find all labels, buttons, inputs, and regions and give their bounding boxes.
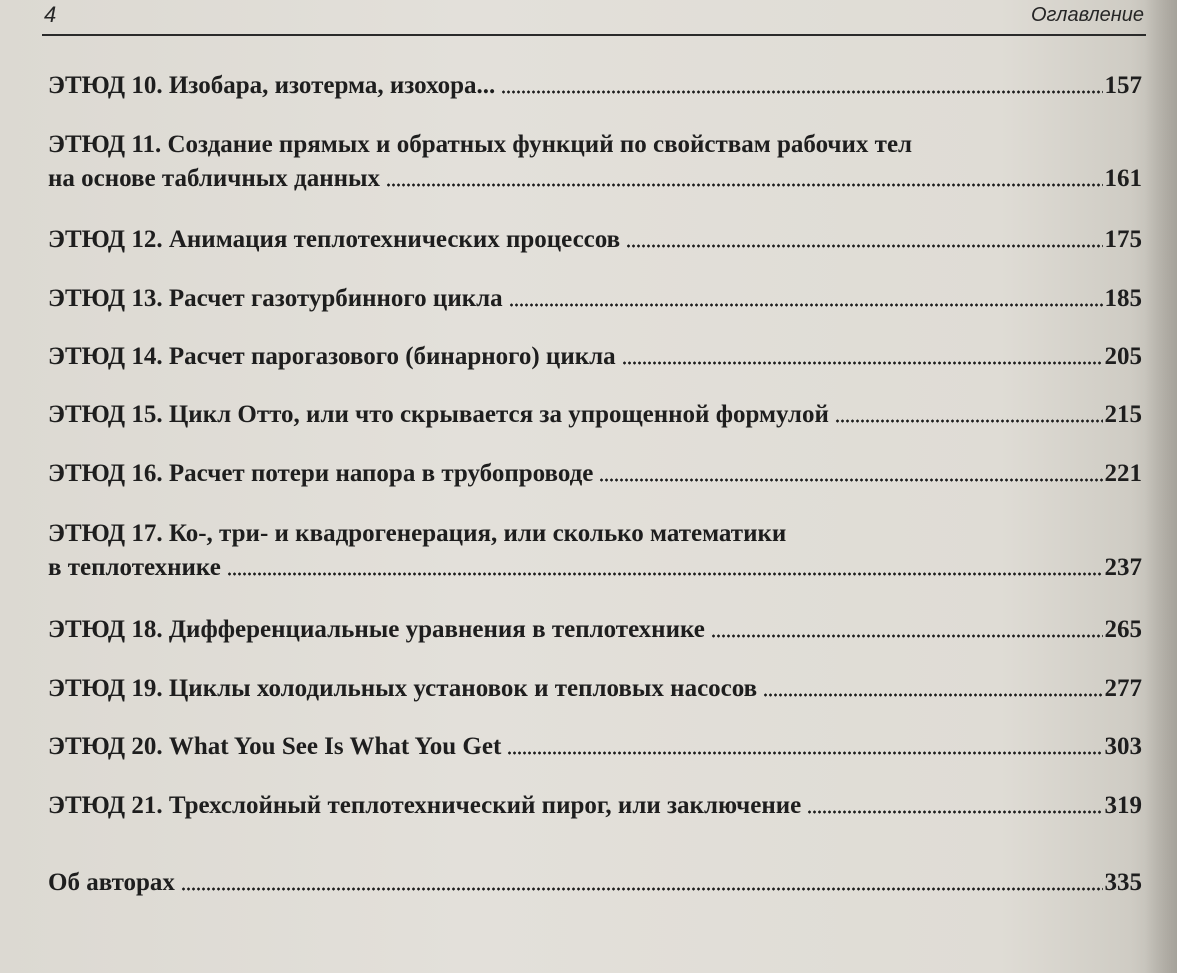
toc-entry-title: ЭТЮД 15. Цикл Отто, или что скрывается за упрощенной формулой	[48, 401, 829, 428]
toc-page-number: 185	[1104, 285, 1142, 312]
toc-entry-title: ЭТЮД 19. Циклы холодильных установок и тепловых насосов	[48, 675, 758, 702]
toc-entry-title: ЭТЮД 18. Дифференциальные уравнения в теплотехнике	[48, 616, 705, 643]
toc-entry-title: ЭТЮД 21. Трехслойный теплотехнический пирог, или заключение	[48, 792, 802, 819]
toc-entry	[48, 672, 1142, 706]
toc-entry	[48, 730, 1142, 764]
dot-leader	[711, 634, 1103, 638]
page-edge-shadow	[1145, 0, 1177, 973]
toc-entry-title: ЭТЮД 10. Изобара, изотерма, изохора...	[48, 72, 496, 99]
toc-entry	[48, 398, 1142, 432]
dot-leader	[227, 572, 1103, 576]
toc-entry	[48, 789, 1142, 823]
toc-entry-title: Об авторах	[48, 869, 175, 896]
toc-entry-title-line: ЭТЮД 17. Ко-, три- и квадрогенерация, или сколько математики	[48, 520, 787, 547]
toc-page-number: 237	[1104, 554, 1142, 581]
toc-entry	[48, 282, 1142, 316]
toc-entry-title: ЭТЮД 13. Расчет газотурбинного цикла	[48, 285, 503, 312]
toc-entry	[48, 223, 1142, 257]
toc-entry	[48, 457, 1142, 491]
toc-page-number: 157	[1104, 72, 1142, 99]
dot-leader	[509, 303, 1103, 307]
toc-entry	[48, 517, 1142, 585]
dot-leader	[622, 361, 1103, 365]
toc-entry	[48, 613, 1142, 647]
toc-page-number: 277	[1104, 675, 1142, 702]
toc-entry	[48, 866, 1142, 900]
toc-entry-title: ЭТЮД 12. Анимация теплотехнических процессов	[48, 226, 621, 253]
running-head: Оглавление	[1030, 4, 1144, 26]
toc-page-number: 265	[1104, 616, 1142, 643]
dot-leader	[599, 478, 1102, 482]
toc-entry	[48, 340, 1142, 374]
dot-leader	[807, 810, 1102, 814]
dot-leader	[507, 751, 1102, 755]
toc-entry-title: на основе табличных данных	[48, 165, 381, 192]
toc-entry-title: ЭТЮД 16. Расчет потери напора в трубопроводе	[48, 460, 594, 487]
dot-leader	[835, 419, 1103, 423]
toc-entry-title: в теплотехнике	[48, 554, 221, 581]
toc-page-number: 215	[1104, 401, 1142, 428]
toc-page-number: 161	[1104, 165, 1142, 192]
toc-page-number: 335	[1104, 869, 1142, 896]
page-number: 4	[44, 2, 57, 27]
dot-leader	[501, 90, 1102, 94]
dot-leader	[763, 693, 1102, 697]
toc-page-number: 205	[1104, 343, 1142, 370]
dot-leader	[181, 887, 1103, 891]
toc-page-number: 175	[1104, 226, 1142, 253]
toc-entry-title-line: ЭТЮД 11. Создание прямых и обратных функций по свойствам рабочих тел	[48, 131, 913, 158]
toc-entry-title: ЭТЮД 14. Расчет парогазового (бинарного) цикла	[48, 343, 616, 370]
dot-leader	[626, 244, 1102, 248]
toc-page-number: 221	[1104, 460, 1142, 487]
toc-page-number: 303	[1104, 733, 1142, 760]
page-header	[42, 0, 1146, 36]
toc-page-number: 319	[1104, 792, 1142, 819]
toc-entry-title: ЭТЮД 20. What You See Is What You Get	[48, 733, 502, 760]
toc-entry	[48, 128, 1142, 196]
toc-entry	[48, 69, 1142, 103]
dot-leader	[386, 183, 1102, 187]
